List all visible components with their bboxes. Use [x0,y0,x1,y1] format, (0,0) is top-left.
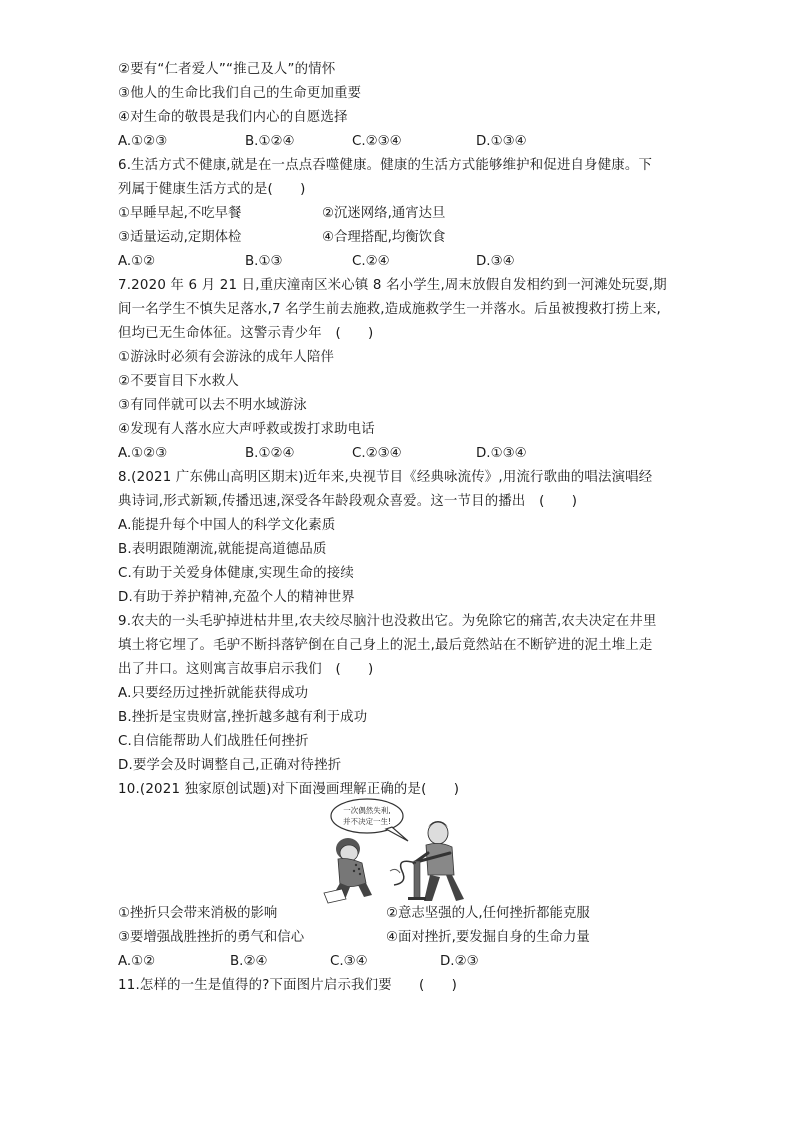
q7-option-b: B.①②④ [245,446,295,461]
q8-option-c: C.有助于关爱身体健康,实现生命的接续 [118,566,354,581]
q6-option-d: D.③④ [476,254,515,269]
q7-option-c: C.②③④ [352,446,402,461]
q5-option-d: D.①③④ [476,134,527,149]
q7-option-a: A.①②③ [118,446,168,461]
q6-statement-4: ④合理搭配,均衡饮食 [322,230,446,245]
q5-statement-2: ②要有“仁者爱人”“推己及人”的情怀 [118,62,336,77]
q6-statement-3: ③适量运动,定期体检 [118,230,242,245]
crying-boy-figure [332,838,372,897]
q8-option-a: A.能提升每个中国人的科学文化素质 [118,518,336,533]
q7-stem-line-2: 间一名学生不慎失足落水,7 名学生前去施救,造成施救学生一并落水。后虽被搜救打捞上来, [118,302,661,317]
q6-stem-line-1: 6.生活方式不健康,就是在一点点吞噬健康。健康的生活方式能够维护和促进自身健康。下 [118,158,653,173]
q10-statement-1: ①挫折只会带来消极的影响 [118,906,278,921]
q9-option-c: C.自信能帮助人们战胜任何挫折 [118,734,309,749]
q9-option-a: A.只要经历过挫折就能获得成功 [118,686,309,701]
q7-option-d: D.①③④ [476,446,527,461]
q10-bubble-line-1: 一次偶然失利, [343,806,391,815]
air-pump-icon [390,861,426,900]
q7-statement-1: ①游泳时必须有会游泳的成年人陪伴 [118,350,335,365]
q8-option-d: D.有助于养护精神,充盈个人的精神世界 [118,590,355,605]
q8-option-b: B.表明跟随潮流,就能提高道德品质 [118,542,327,557]
q6-option-b: B.①③ [245,254,283,269]
q5-statement-3: ③他人的生命比我们自己的生命更加重要 [118,86,362,101]
q10-option-d: D.②③ [440,954,479,969]
q6-stem-line-2: 列属于健康生活方式的是( ) [118,182,306,197]
q10-stem: 10.(2021 独家原创试题)对下面漫画理解正确的是( ) [118,782,460,797]
q10-cartoon-image [320,797,480,905]
q11-stem: 11.怎样的一生是值得的?下面图片启示我们要 ( ) [118,978,458,993]
q10-statement-3: ③要增强战胜挫折的勇气和信心 [118,930,305,945]
q6-statement-1: ①早睡早起,不吃早餐 [118,206,242,221]
q7-statement-4: ④发现有人落水应大声呼救或拨打求助电话 [118,422,375,437]
q10-option-b: B.②④ [230,954,268,969]
q10-bubble-line-2: 并不决定一生! [342,817,392,826]
q9-option-b: B.挫折是宝贵财富,挫折越多越有利于成功 [118,710,368,725]
q9-stem-line-1: 9.农夫的一头毛驴掉进枯井里,农夫绞尽脑汁也没救出它。为免除它的痛苦,农夫决定在井里 [118,614,657,629]
q10-option-a: A.①② [118,954,156,969]
q5-statement-4: ④对生命的敬畏是我们内心的自愿选择 [118,110,348,125]
q5-option-b: B.①②④ [245,134,295,149]
q9-stem-line-3: 出了井口。这则寓言故事启示我们 ( ) [118,662,374,677]
q6-option-c: C.②④ [352,254,390,269]
paper-icon [324,889,346,903]
q10-statement-2: ②意志坚强的人,任何挫折都能克服 [386,906,590,921]
q9-stem-line-2: 填土将它埋了。毛驴不断抖落铲倒在自己身上的泥土,最后竟然站在不断铲进的泥土堆上走 [118,638,653,653]
q10-option-c: C.③④ [330,954,368,969]
q9-option-d: D.要学会及时调整自己,正确对待挫折 [118,758,342,773]
q7-stem-line-1: 7.2020 年 6 月 21 日,重庆潼南区米心镇 8 名小学生,周末放假自发相约到一河滩处玩耍,期 [118,278,667,293]
q6-statement-2: ②沉迷网络,通宵达旦 [322,206,446,221]
q8-stem-line-2: 典诗词,形式新颖,传播迅速,深受各年龄段观众喜爱。这一节目的播出 ( ) [118,494,578,509]
pumping-man-figure [414,821,464,901]
q7-statement-2: ②不要盲目下水救人 [118,374,239,389]
q5-option-a: A.①②③ [118,134,168,149]
q10-statement-4: ④面对挫折,要发掘自身的生命力量 [386,930,590,945]
q7-stem-line-3: 但均已无生命体征。这警示青少年 ( ) [118,326,374,341]
q7-statement-3: ③有同伴就可以去不明水域游泳 [118,398,307,413]
q8-stem-line-1: 8.(2021 广东佛山高明区期末)近年来,央视节目《经典咏流传》,用流行歌曲的唱法演唱经 [118,470,653,485]
q5-option-c: C.②③④ [352,134,402,149]
q6-option-a: A.①② [118,254,156,269]
